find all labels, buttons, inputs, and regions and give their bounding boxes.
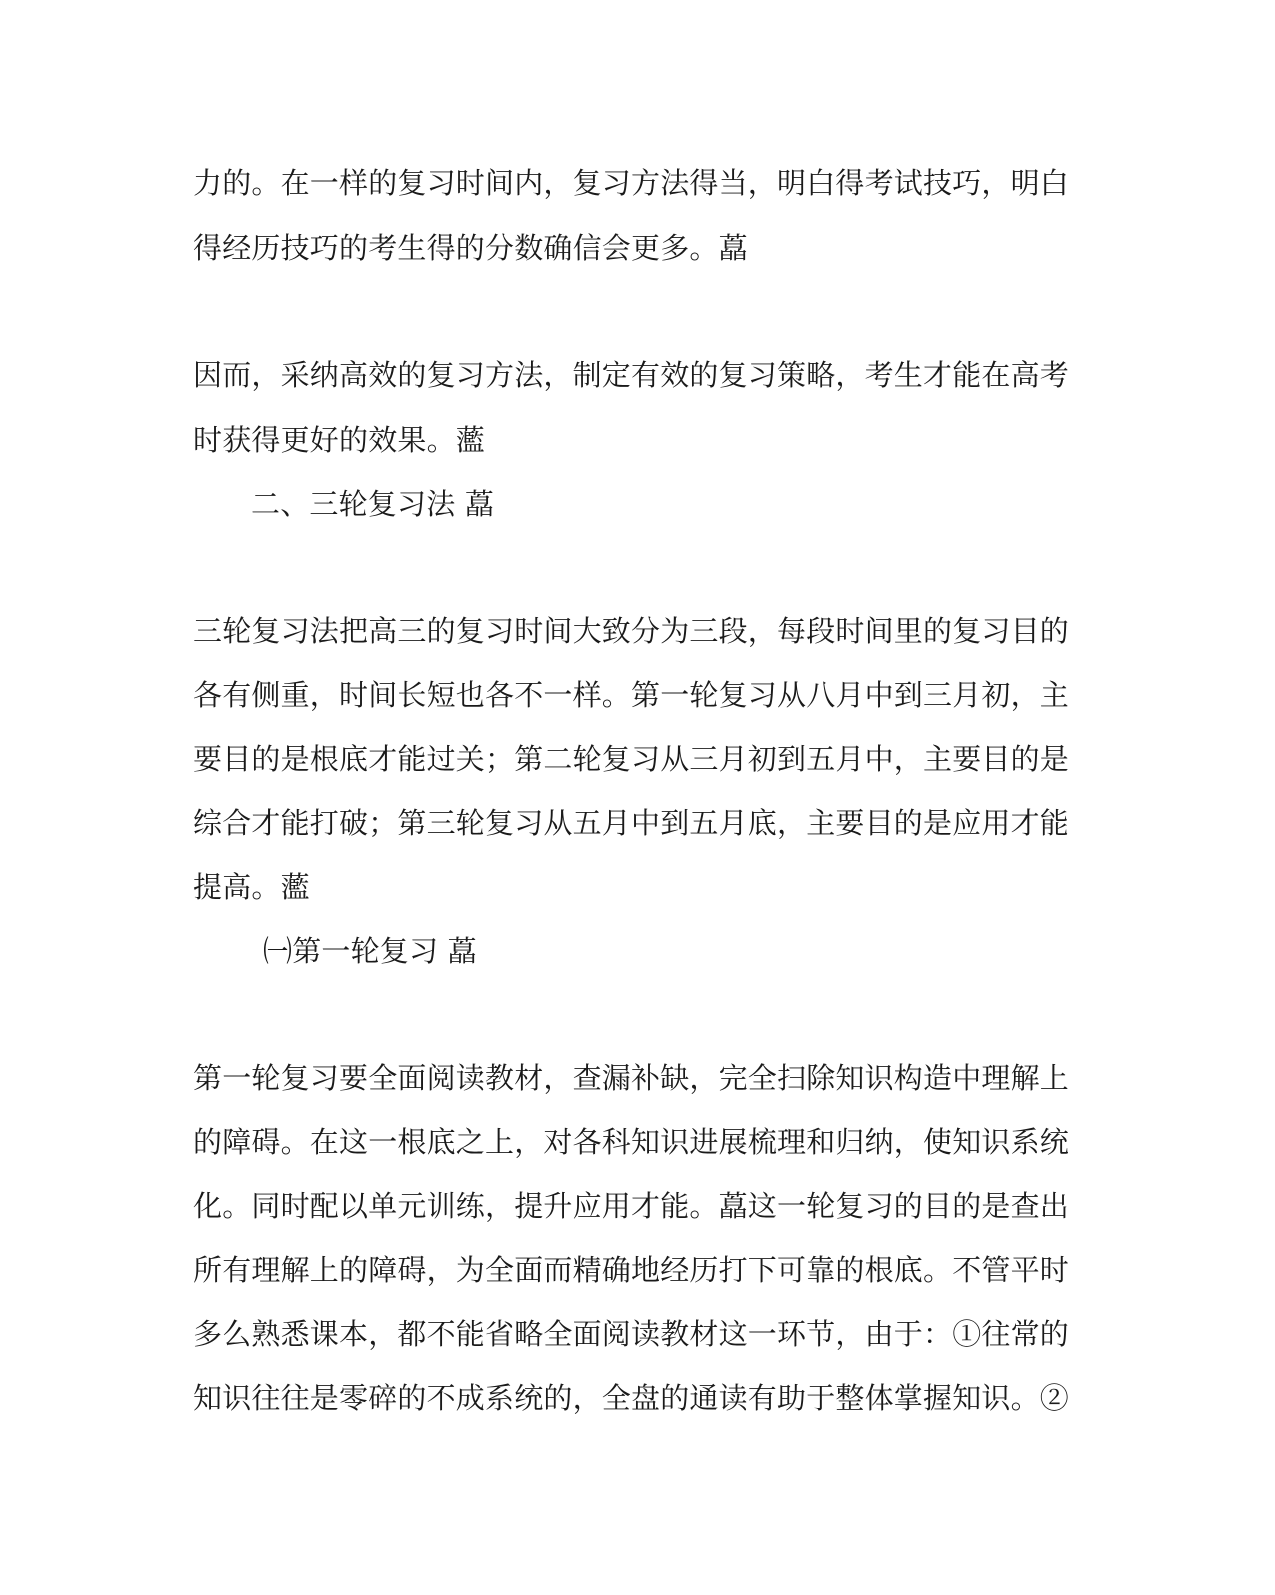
paragraph-2-line-2: 时获得更好的效果。蘫 (193, 423, 486, 457)
subsection-heading-first-round: ㈠第一轮复习 藠 (263, 934, 477, 968)
paragraph-3-line-1: 三轮复习法把高三的复习时间大致分为三段，每段时间里的复习目的 (193, 614, 1070, 648)
paragraph-4-line-2: 的障碍。在这一根底之上，对各科知识进展梳理和归纳，使知识系统 (193, 1125, 1070, 1159)
paragraph-3-line-3: 要目的是根底才能过关；第二轮复习从三月初到五月中，主要目的是 (193, 742, 1070, 776)
paragraph-1-line-1: 力的。在一样的复习时间内，复习方法得当，明白得考试技巧，明白 (193, 166, 1070, 200)
paragraph-2-line-1: 因而，采纳高效的复习方法，制定有效的复习策略，考生才能在高考 (193, 358, 1070, 392)
paragraph-4-line-6: 知识往往是零碎的不成系统的，全盘的通读有助于整体掌握知识。② (193, 1381, 1070, 1415)
paragraph-4-line-5: 多么熟悉课本，都不能省略全面阅读教材这一环节，由于：①往常的 (193, 1317, 1070, 1351)
paragraph-3-line-5: 提高。蘫 (193, 870, 310, 904)
paragraph-3-line-2: 各有侧重，时间长短也各不一样。第一轮复习从八月中到三月初，主 (193, 678, 1070, 712)
paragraph-4-line-1: 第一轮复习要全面阅读教材，查漏补缺，完全扫除知识构造中理解上 (193, 1061, 1070, 1095)
paragraph-3-line-4: 综合才能打破；第三轮复习从五月中到五月底，主要目的是应用才能 (193, 806, 1070, 840)
paragraph-1-line-2: 得经历技巧的考生得的分数确信会更多。藠 (193, 231, 748, 265)
section-heading-three-round-review: 二、三轮复习法 藠 (251, 487, 495, 521)
paragraph-4-line-3: 化。同时配以单元训练，提升应用才能。藠这一轮复习的目的是查出 (193, 1189, 1070, 1223)
paragraph-4-line-4: 所有理解上的障碍，为全面而精确地经历打下可靠的根底。不管平时 (193, 1253, 1070, 1287)
